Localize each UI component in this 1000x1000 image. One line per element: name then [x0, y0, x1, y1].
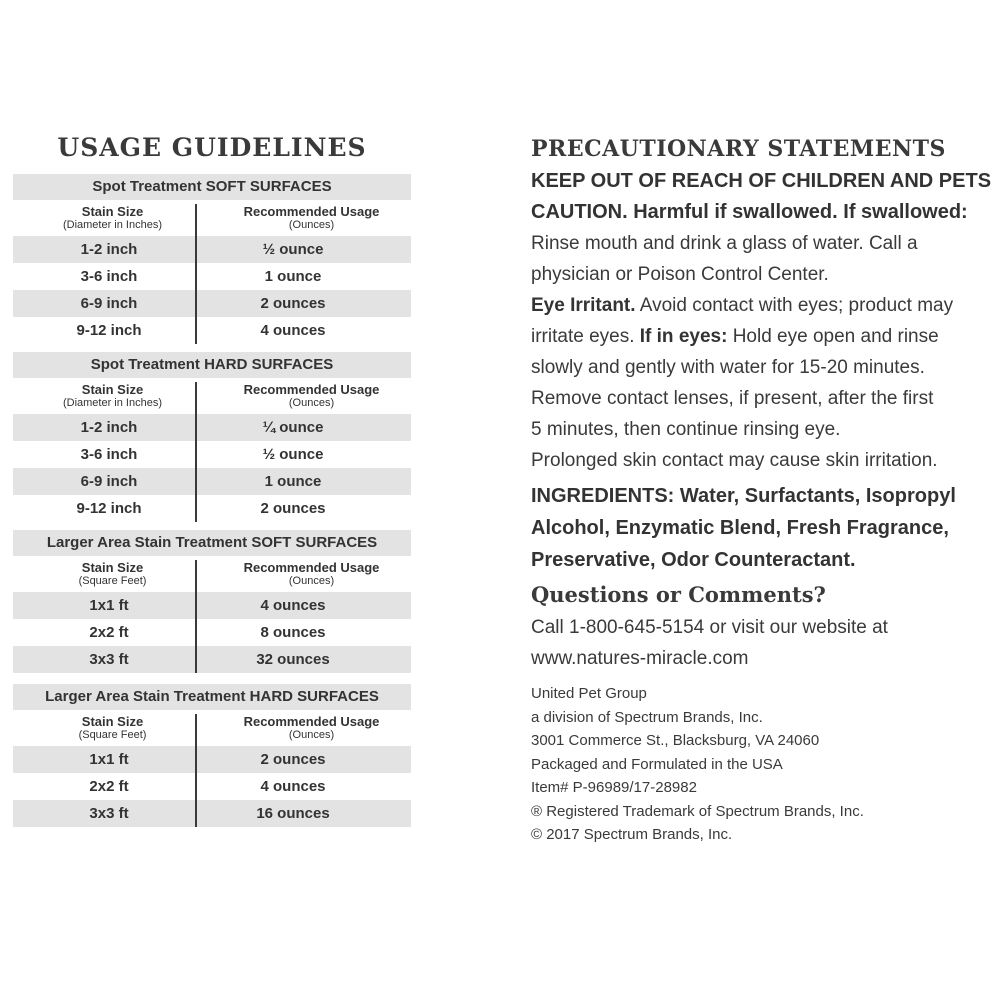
contact-line-1: Call 1-800-645-5154 or visit our website at — [531, 617, 888, 638]
stain-size-header: Stain Size (Diameter in Inches) — [62, 382, 163, 409]
ingredients-line-1: INGREDIENTS: Water, Surfactants, Isopropyl — [531, 485, 956, 507]
usage-rows — [13, 592, 411, 673]
eye-irritant-line-2: irritate eyes. If in eyes: Hold eye open and rinse — [531, 326, 939, 347]
if-in-eyes-label: If in eyes: — [639, 326, 728, 347]
usage-rows — [13, 414, 411, 522]
recommended-usage-header: Recommended Usage (Ounces) — [243, 382, 380, 409]
trademark-notice: ® Registered Trademark of Spectrum Brands, Inc. — [531, 802, 864, 820]
questions-title: Questions or Comments? — [531, 582, 826, 607]
ingredients-block — [531, 480, 991, 576]
ingredients-line-3: Preservative, Odor Counteractant. — [531, 549, 856, 571]
column-divider — [195, 746, 197, 827]
table-row: 9-12 inch 2 ounces — [76, 500, 326, 517]
recommended-usage-header: Recommended Usage (Ounces) — [243, 204, 380, 231]
usage-guidelines-title: USAGE GUIDELINES — [57, 133, 367, 162]
stain-size-header: Stain Size (Square Feet) — [78, 560, 147, 587]
recommended-usage-header: Recommended Usage (Ounces) — [243, 714, 380, 741]
eye-irritant-line-1: Eye Irritant. Avoid contact with eyes; product may — [531, 295, 954, 316]
table-row: 1-2 inch ½ ounce — [13, 236, 411, 263]
copyright-notice: © 2017 Spectrum Brands, Inc. — [531, 826, 733, 843]
column-divider — [195, 236, 197, 344]
table-row: 6-9 inch 2 ounces — [13, 290, 411, 317]
section-heading: Larger Area Stain Treatment SOFT SURFACES — [13, 530, 411, 556]
stain-size-header: Stain Size (Square Feet) — [78, 714, 147, 741]
table-row: 3-6 inch ½ ounce — [80, 446, 324, 463]
table-row: 3x3 ft 16 ounces — [13, 800, 411, 827]
column-divider — [195, 714, 197, 746]
precautionary-title: PRECAUTIONARY STATEMENTS — [531, 136, 946, 162]
table-row: 3-6 inch 1 ounce — [80, 268, 322, 285]
item-number: Item# P-96989/17-28982 — [531, 779, 697, 796]
column-headers — [13, 378, 411, 414]
usage-section-large-soft — [13, 530, 411, 673]
company-info — [531, 682, 991, 847]
usage-section-spot-soft — [13, 174, 411, 344]
table-row: 2x2 ft 4 ounces — [89, 778, 326, 795]
eye-irritant-label: Eye Irritant. — [531, 295, 636, 316]
usage-rows — [13, 236, 411, 344]
company-line: United Pet Group — [531, 685, 647, 702]
column-divider — [195, 204, 197, 236]
company-line: a division of Spectrum Brands, Inc. — [531, 708, 763, 726]
usage-section-large-hard — [13, 684, 411, 827]
column-divider — [195, 414, 197, 522]
eye-irritant-line-4: Remove contact lenses, if present, after the first — [531, 388, 934, 409]
table-row: 2x2 ft 8 ounces — [89, 624, 326, 641]
usage-rows — [13, 746, 411, 827]
keep-out-warning: KEEP OUT OF REACH OF CHILDREN AND PETS — [531, 170, 992, 192]
section-heading: Larger Area Stain Treatment HARD SURFACES — [13, 684, 411, 710]
website-link[interactable]: www.natures-miracle.com — [531, 648, 749, 669]
table-row: 1-2 inch ¼ ounce — [13, 414, 411, 441]
swallow-instruction-2: physician or Poison Control Center. — [531, 264, 829, 285]
company-line: Packaged and Formulated in the USA — [531, 755, 783, 773]
usage-section-spot-hard — [13, 352, 411, 522]
swallow-instruction-1: Rinse mouth and drink a glass of water. Call a — [531, 233, 918, 254]
eye-irritant-line-5: 5 minutes, then continue rinsing eye. — [531, 419, 841, 440]
company-address: 3001 Commerce St., Blacksburg, VA 24060 — [531, 732, 820, 749]
column-headers — [13, 556, 411, 592]
ingredients-line-2: Alcohol, Enzymatic Blend, Fresh Fragrance, — [531, 517, 949, 539]
eye-irritant-line-3: slowly and gently with water for 15-20 minutes. — [531, 357, 925, 378]
section-heading: Spot Treatment HARD SURFACES — [13, 352, 411, 378]
column-divider — [195, 592, 197, 673]
column-divider — [195, 382, 197, 414]
column-headers — [13, 710, 411, 746]
column-headers — [13, 200, 411, 236]
section-heading: Spot Treatment SOFT SURFACES — [13, 174, 411, 200]
precautionary-panel — [531, 132, 991, 847]
stain-size-header: Stain Size (Diameter in Inches) — [62, 204, 163, 231]
table-row: 9-12 inch 4 ounces — [76, 322, 326, 339]
recommended-usage-header: Recommended Usage (Ounces) — [243, 560, 380, 587]
table-row: 1x1 ft 2 ounces — [13, 746, 411, 773]
skin-warning: Prolonged skin contact may cause skin irritation. — [531, 450, 938, 471]
column-divider — [195, 560, 197, 592]
table-row: 1x1 ft 4 ounces — [13, 592, 411, 619]
table-row: 3x3 ft 32 ounces — [13, 646, 411, 673]
caution-statement: CAUTION. Harmful if swallowed. If swallowed: — [531, 201, 968, 223]
table-row: 6-9 inch 1 ounce — [13, 468, 411, 495]
